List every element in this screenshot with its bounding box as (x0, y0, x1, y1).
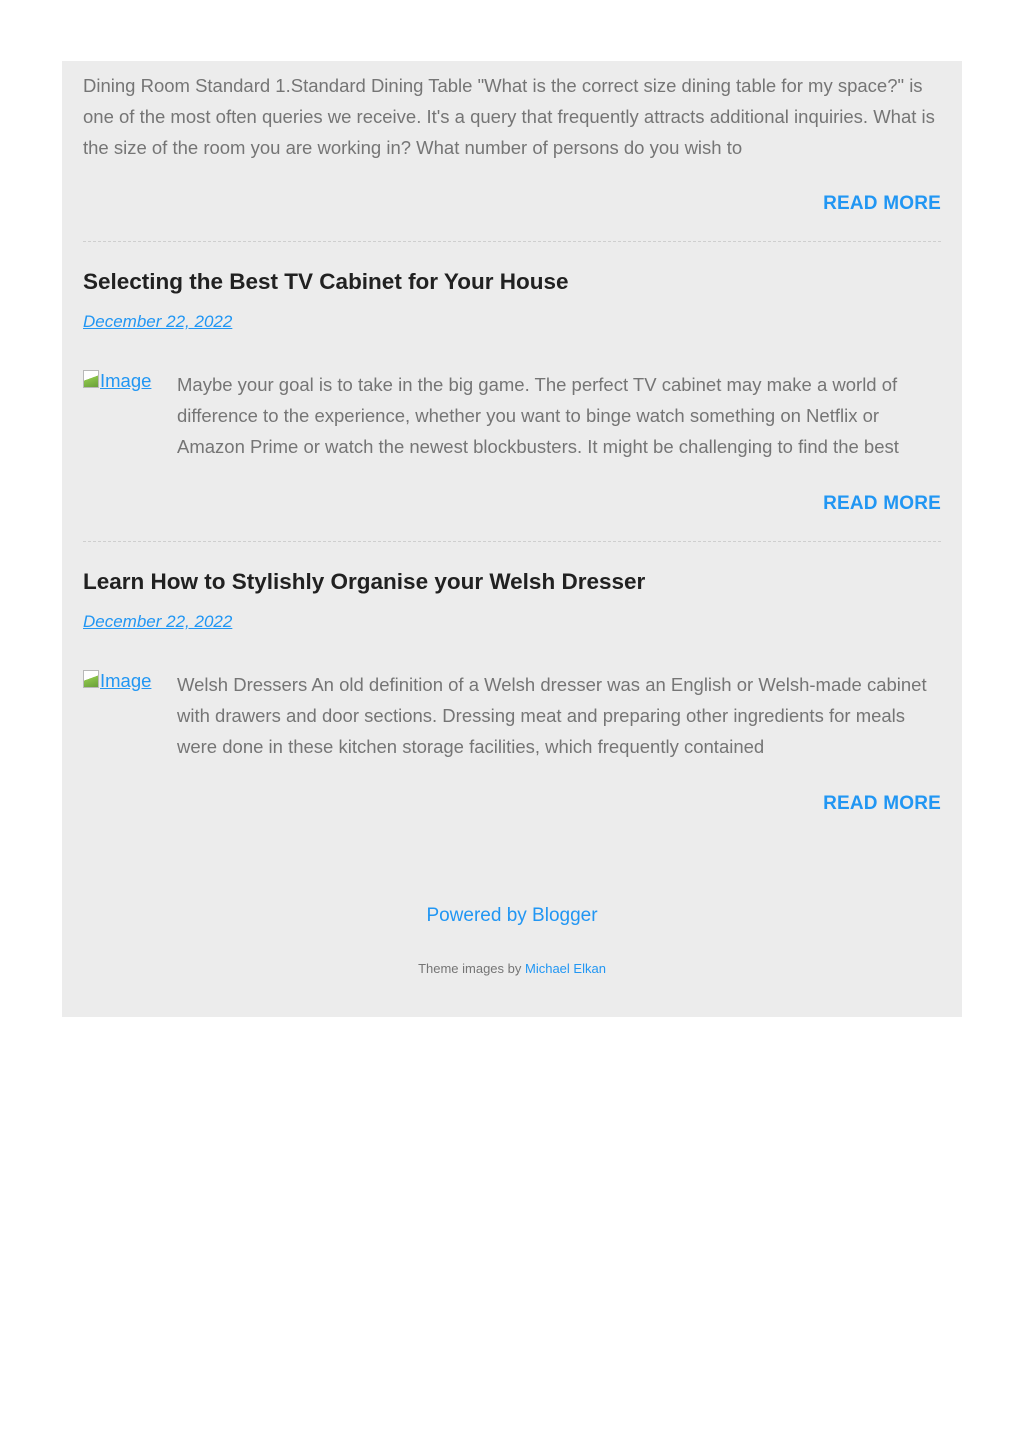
post-title[interactable]: Learn How to Stylishly Organise your Welsh Dresser (83, 569, 646, 594)
read-more-link[interactable]: READ MORE (823, 793, 941, 814)
theme-author-link[interactable]: Michael Elkan (525, 961, 606, 976)
post-date[interactable]: December 22, 2022 (83, 612, 233, 631)
image-alt-text: Image (100, 370, 152, 391)
theme-attribution-text: Theme images by (418, 961, 525, 976)
post-date[interactable]: December 22, 2022 (83, 312, 233, 331)
post-divider (83, 541, 941, 542)
post-divider (83, 241, 941, 242)
post-thumbnail[interactable] (83, 370, 151, 392)
post-title[interactable]: Selecting the Best TV Cabinet for Your House (83, 269, 569, 294)
powered-by-blogger-link[interactable]: Powered by Blogger (426, 905, 598, 926)
post-thumbnail[interactable] (83, 670, 151, 692)
post-snippet: Welsh Dressers An old definition of a Welsh dresser was an English or Welsh-made cabinet with drawers and door sections. Dressing meat and preparing other ingredients for meals were done in these kitchen storage facilities, which frequently contained (177, 674, 927, 757)
broken-image-icon (83, 370, 99, 388)
read-more-link[interactable]: READ MORE (823, 193, 941, 214)
footer-attribution (62, 961, 962, 976)
read-more-link[interactable]: READ MORE (823, 493, 941, 514)
image-alt-text: Image (100, 670, 152, 691)
footer-powered-by (62, 905, 962, 927)
post-snippet: Dining Room Standard 1.Standard Dining Table "What is the correct size dining table for my space?" is one of the most often queries we receive. It's a query that frequently attracts additional inquiries. What is the size of the room you are working in? What number of persons do you wish to (83, 75, 935, 158)
blog-post-list (62, 61, 962, 1017)
broken-image-icon (83, 670, 99, 688)
post-snippet: Maybe your goal is to take in the big game. The perfect TV cabinet may make a world of difference to the experience, whether you want to binge watch something on Netflix or Amazon Prime or watch the newest blockbusters. It might be challenging to find the best (177, 374, 899, 457)
